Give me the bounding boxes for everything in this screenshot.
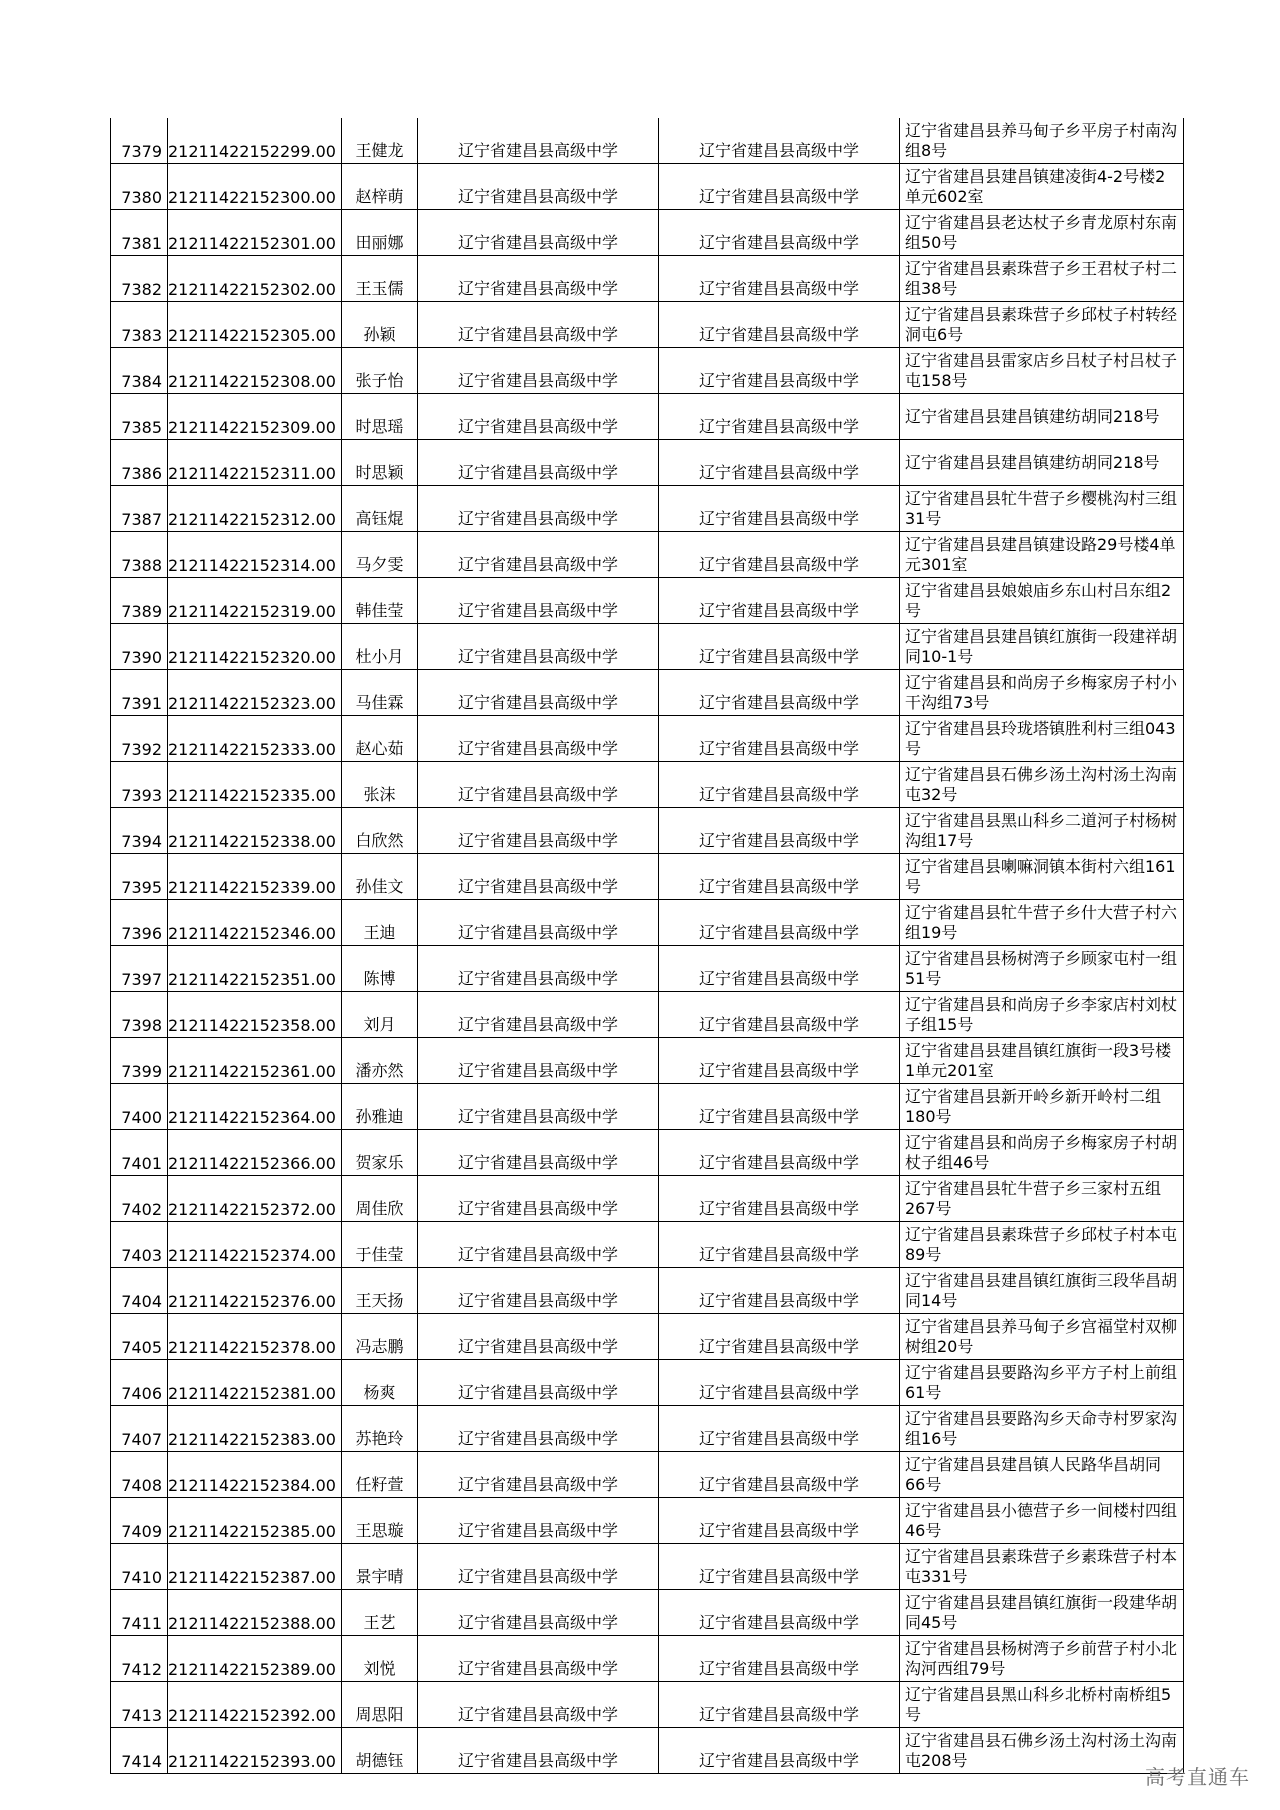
student-name-cell: 高钰焜: [341, 486, 417, 532]
student-name-cell: 王迪: [341, 900, 417, 946]
student-name-cell: 周佳欣: [341, 1176, 417, 1222]
exam-id-cell: 21211422152346.00: [168, 900, 342, 946]
table-row: [111, 1268, 1184, 1314]
graduating-school-cell: 辽宁省建昌县高级中学: [417, 946, 658, 992]
home-address-cell: 辽宁省建昌县和尚房子乡李家店村刘杖子组15号: [899, 992, 1183, 1038]
admitting-school-cell: 辽宁省建昌县高级中学: [658, 486, 899, 532]
graduating-school-cell: 辽宁省建昌县高级中学: [417, 1222, 658, 1268]
exam-id-cell: 21211422152364.00: [168, 1084, 342, 1130]
graduating-school-cell: 辽宁省建昌县高级中学: [417, 164, 658, 210]
graduating-school-cell: 辽宁省建昌县高级中学: [417, 808, 658, 854]
serial-number-cell: 7383: [111, 302, 168, 348]
serial-number-cell: 7380: [111, 164, 168, 210]
home-address-cell: 辽宁省建昌县建昌镇红旗街一段建华胡同45号: [899, 1590, 1183, 1636]
table-row: [111, 1590, 1184, 1636]
graduating-school-cell: 辽宁省建昌县高级中学: [417, 762, 658, 808]
exam-id-cell: 21211422152311.00: [168, 440, 342, 486]
admitting-school-cell: 辽宁省建昌县高级中学: [658, 1222, 899, 1268]
student-name-cell: 孙雅迪: [341, 1084, 417, 1130]
serial-number-cell: 7394: [111, 808, 168, 854]
serial-number-cell: 7413: [111, 1682, 168, 1728]
serial-number-cell: 7404: [111, 1268, 168, 1314]
serial-number-cell: 7396: [111, 900, 168, 946]
student-name-cell: 陈博: [341, 946, 417, 992]
admitting-school-cell: 辽宁省建昌县高级中学: [658, 348, 899, 394]
serial-number-cell: 7407: [111, 1406, 168, 1452]
serial-number-cell: 7381: [111, 210, 168, 256]
student-name-cell: 田丽娜: [341, 210, 417, 256]
home-address-cell: 辽宁省建昌县建昌镇建纺胡同218号: [899, 394, 1183, 440]
exam-id-cell: 21211422152381.00: [168, 1360, 342, 1406]
student-name-cell: 胡德钰: [341, 1728, 417, 1774]
exam-id-cell: 21211422152366.00: [168, 1130, 342, 1176]
table-row: [111, 1084, 1184, 1130]
admitting-school-cell: 辽宁省建昌县高级中学: [658, 164, 899, 210]
admitting-school-cell: 辽宁省建昌县高级中学: [658, 716, 899, 762]
table-row: [111, 1544, 1184, 1590]
admitting-school-cell: 辽宁省建昌县高级中学: [658, 302, 899, 348]
table-row: [111, 670, 1184, 716]
table-row: [111, 1498, 1184, 1544]
graduating-school-cell: 辽宁省建昌县高级中学: [417, 900, 658, 946]
home-address-cell: 辽宁省建昌县和尚房子乡梅家房子村小干沟组73号: [899, 670, 1183, 716]
admitting-school-cell: 辽宁省建昌县高级中学: [658, 762, 899, 808]
home-address-cell: 辽宁省建昌县黑山科乡北桥村南桥组5号: [899, 1682, 1183, 1728]
table-row: [111, 1728, 1184, 1774]
home-address-cell: 辽宁省建昌县牤牛营子乡樱桃沟村三组31号: [899, 486, 1183, 532]
student-name-cell: 王健龙: [341, 118, 417, 164]
exam-id-cell: 21211422152302.00: [168, 256, 342, 302]
home-address-cell: 辽宁省建昌县建昌镇建凌街4-2号楼2单元602室: [899, 164, 1183, 210]
admitting-school-cell: 辽宁省建昌县高级中学: [658, 992, 899, 1038]
table-row: [111, 1636, 1184, 1682]
serial-number-cell: 7386: [111, 440, 168, 486]
graduating-school-cell: 辽宁省建昌县高级中学: [417, 1682, 658, 1728]
home-address-cell: 辽宁省建昌县杨树湾子乡顾家屯村一组51号: [899, 946, 1183, 992]
admitting-school-cell: 辽宁省建昌县高级中学: [658, 1360, 899, 1406]
student-name-cell: 马佳霖: [341, 670, 417, 716]
home-address-cell: 辽宁省建昌县黑山科乡二道河子村杨树沟组17号: [899, 808, 1183, 854]
serial-number-cell: 7414: [111, 1728, 168, 1774]
admitting-school-cell: 辽宁省建昌县高级中学: [658, 210, 899, 256]
student-name-cell: 时思瑶: [341, 394, 417, 440]
graduating-school-cell: 辽宁省建昌县高级中学: [417, 1360, 658, 1406]
table-body: [111, 118, 1184, 1774]
graduating-school-cell: 辽宁省建昌县高级中学: [417, 1728, 658, 1774]
admitting-school-cell: 辽宁省建昌县高级中学: [658, 1498, 899, 1544]
graduating-school-cell: 辽宁省建昌县高级中学: [417, 118, 658, 164]
admitting-school-cell: 辽宁省建昌县高级中学: [658, 946, 899, 992]
table-row: [111, 1130, 1184, 1176]
home-address-cell: 辽宁省建昌县养马甸子乡平房子村南沟组8号: [899, 118, 1183, 164]
student-name-cell: 苏艳玲: [341, 1406, 417, 1452]
home-address-cell: 辽宁省建昌县牤牛营子乡什大营子村六组19号: [899, 900, 1183, 946]
student-name-cell: 杜小月: [341, 624, 417, 670]
table-row: [111, 210, 1184, 256]
serial-number-cell: 7412: [111, 1636, 168, 1682]
exam-id-cell: 21211422152305.00: [168, 302, 342, 348]
student-name-cell: 贺家乐: [341, 1130, 417, 1176]
exam-id-cell: 21211422152335.00: [168, 762, 342, 808]
graduating-school-cell: 辽宁省建昌县高级中学: [417, 992, 658, 1038]
admitting-school-cell: 辽宁省建昌县高级中学: [658, 1176, 899, 1222]
student-name-cell: 王艺: [341, 1590, 417, 1636]
student-name-cell: 刘月: [341, 992, 417, 1038]
admitting-school-cell: 辽宁省建昌县高级中学: [658, 1038, 899, 1084]
admitting-school-cell: 辽宁省建昌县高级中学: [658, 1130, 899, 1176]
table-row: [111, 118, 1184, 164]
graduating-school-cell: 辽宁省建昌县高级中学: [417, 1544, 658, 1590]
home-address-cell: 辽宁省建昌县喇嘛洞镇本街村六组161号: [899, 854, 1183, 900]
serial-number-cell: 7387: [111, 486, 168, 532]
home-address-cell: 辽宁省建昌县牤牛营子乡三家村五组267号: [899, 1176, 1183, 1222]
student-name-cell: 景宇晴: [341, 1544, 417, 1590]
serial-number-cell: 7410: [111, 1544, 168, 1590]
serial-number-cell: 7406: [111, 1360, 168, 1406]
student-name-cell: 张子怡: [341, 348, 417, 394]
graduating-school-cell: 辽宁省建昌县高级中学: [417, 1038, 658, 1084]
exam-id-cell: 21211422152378.00: [168, 1314, 342, 1360]
exam-id-cell: 21211422152358.00: [168, 992, 342, 1038]
admitting-school-cell: 辽宁省建昌县高级中学: [658, 1682, 899, 1728]
student-name-cell: 于佳莹: [341, 1222, 417, 1268]
graduating-school-cell: 辽宁省建昌县高级中学: [417, 532, 658, 578]
student-name-cell: 赵梓萌: [341, 164, 417, 210]
home-address-cell: 辽宁省建昌县建昌镇人民路华昌胡同66号: [899, 1452, 1183, 1498]
home-address-cell: 辽宁省建昌县玲珑塔镇胜利村三组043号: [899, 716, 1183, 762]
student-name-cell: 王思璇: [341, 1498, 417, 1544]
table-row: [111, 394, 1184, 440]
student-name-cell: 时思颖: [341, 440, 417, 486]
graduating-school-cell: 辽宁省建昌县高级中学: [417, 1084, 658, 1130]
graduating-school-cell: 辽宁省建昌县高级中学: [417, 348, 658, 394]
exam-id-cell: 21211422152384.00: [168, 1452, 342, 1498]
serial-number-cell: 7408: [111, 1452, 168, 1498]
table-row: [111, 992, 1184, 1038]
exam-id-cell: 21211422152387.00: [168, 1544, 342, 1590]
student-name-cell: 任籽萱: [341, 1452, 417, 1498]
home-address-cell: 辽宁省建昌县老达杖子乡青龙原村东南组50号: [899, 210, 1183, 256]
exam-id-cell: 21211422152372.00: [168, 1176, 342, 1222]
exam-id-cell: 21211422152301.00: [168, 210, 342, 256]
table-row: [111, 808, 1184, 854]
admitting-school-cell: 辽宁省建昌县高级中学: [658, 1268, 899, 1314]
exam-id-cell: 21211422152339.00: [168, 854, 342, 900]
exam-id-cell: 21211422152361.00: [168, 1038, 342, 1084]
admitting-school-cell: 辽宁省建昌县高级中学: [658, 1544, 899, 1590]
student-name-cell: 冯志鹏: [341, 1314, 417, 1360]
exam-id-cell: 21211422152374.00: [168, 1222, 342, 1268]
student-name-cell: 王玉儒: [341, 256, 417, 302]
table-row: [111, 256, 1184, 302]
exam-id-cell: 21211422152351.00: [168, 946, 342, 992]
admitting-school-cell: 辽宁省建昌县高级中学: [658, 1636, 899, 1682]
table-row: [111, 1406, 1184, 1452]
serial-number-cell: 7402: [111, 1176, 168, 1222]
graduating-school-cell: 辽宁省建昌县高级中学: [417, 486, 658, 532]
table-row: [111, 348, 1184, 394]
home-address-cell: 辽宁省建昌县素珠营子乡素珠营子村本屯331号: [899, 1544, 1183, 1590]
student-name-cell: 刘悦: [341, 1636, 417, 1682]
serial-number-cell: 7391: [111, 670, 168, 716]
serial-number-cell: 7409: [111, 1498, 168, 1544]
graduating-school-cell: 辽宁省建昌县高级中学: [417, 440, 658, 486]
serial-number-cell: 7379: [111, 118, 168, 164]
student-name-cell: 孙颖: [341, 302, 417, 348]
student-name-cell: 孙佳文: [341, 854, 417, 900]
exam-id-cell: 21211422152383.00: [168, 1406, 342, 1452]
table-row: [111, 302, 1184, 348]
serial-number-cell: 7405: [111, 1314, 168, 1360]
exam-id-cell: 21211422152389.00: [168, 1636, 342, 1682]
student-name-cell: 马夕雯: [341, 532, 417, 578]
serial-number-cell: 7403: [111, 1222, 168, 1268]
home-address-cell: 辽宁省建昌县和尚房子乡梅家房子村胡杖子组46号: [899, 1130, 1183, 1176]
graduating-school-cell: 辽宁省建昌县高级中学: [417, 1498, 658, 1544]
graduating-school-cell: 辽宁省建昌县高级中学: [417, 1452, 658, 1498]
exam-id-cell: 21211422152312.00: [168, 486, 342, 532]
graduating-school-cell: 辽宁省建昌县高级中学: [417, 256, 658, 302]
home-address-cell: 辽宁省建昌县建昌镇红旗街三段华昌胡同14号: [899, 1268, 1183, 1314]
exam-id-cell: 21211422152320.00: [168, 624, 342, 670]
graduating-school-cell: 辽宁省建昌县高级中学: [417, 624, 658, 670]
graduating-school-cell: 辽宁省建昌县高级中学: [417, 716, 658, 762]
table-row: [111, 532, 1184, 578]
exam-id-cell: 21211422152314.00: [168, 532, 342, 578]
serial-number-cell: 7384: [111, 348, 168, 394]
admitting-school-cell: 辽宁省建昌县高级中学: [658, 1314, 899, 1360]
table-row: [111, 1176, 1184, 1222]
serial-number-cell: 7390: [111, 624, 168, 670]
admitting-school-cell: 辽宁省建昌县高级中学: [658, 440, 899, 486]
admitting-school-cell: 辽宁省建昌县高级中学: [658, 1406, 899, 1452]
home-address-cell: 辽宁省建昌县雷家店乡吕杖子村吕杖子屯158号: [899, 348, 1183, 394]
graduating-school-cell: 辽宁省建昌县高级中学: [417, 670, 658, 716]
serial-number-cell: 7397: [111, 946, 168, 992]
home-address-cell: 辽宁省建昌县小德营子乡一间楼村四组46号: [899, 1498, 1183, 1544]
admitting-school-cell: 辽宁省建昌县高级中学: [658, 854, 899, 900]
exam-id-cell: 21211422152333.00: [168, 716, 342, 762]
home-address-cell: 辽宁省建昌县要路沟乡平方子村上前组61号: [899, 1360, 1183, 1406]
graduating-school-cell: 辽宁省建昌县高级中学: [417, 210, 658, 256]
admitting-school-cell: 辽宁省建昌县高级中学: [658, 624, 899, 670]
serial-number-cell: 7388: [111, 532, 168, 578]
student-name-cell: 周思阳: [341, 1682, 417, 1728]
home-address-cell: 辽宁省建昌县建昌镇红旗街一段3号楼1单元201室: [899, 1038, 1183, 1084]
graduating-school-cell: 辽宁省建昌县高级中学: [417, 302, 658, 348]
table-row: [111, 854, 1184, 900]
graduating-school-cell: 辽宁省建昌县高级中学: [417, 854, 658, 900]
exam-id-cell: 21211422152323.00: [168, 670, 342, 716]
exam-id-cell: 21211422152300.00: [168, 164, 342, 210]
student-name-cell: 白欣然: [341, 808, 417, 854]
serial-number-cell: 7411: [111, 1590, 168, 1636]
admitting-school-cell: 辽宁省建昌县高级中学: [658, 1452, 899, 1498]
home-address-cell: 辽宁省建昌县新开岭乡新开岭村二组180号: [899, 1084, 1183, 1130]
table-row: [111, 578, 1184, 624]
table-row: [111, 1314, 1184, 1360]
exam-id-cell: 21211422152299.00: [168, 118, 342, 164]
admitting-school-cell: 辽宁省建昌县高级中学: [658, 532, 899, 578]
home-address-cell: 辽宁省建昌县素珠营子乡邱杖子村本屯89号: [899, 1222, 1183, 1268]
exam-id-cell: 21211422152308.00: [168, 348, 342, 394]
graduating-school-cell: 辽宁省建昌县高级中学: [417, 578, 658, 624]
graduating-school-cell: 辽宁省建昌县高级中学: [417, 1636, 658, 1682]
admitting-school-cell: 辽宁省建昌县高级中学: [658, 1590, 899, 1636]
table-row: [111, 440, 1184, 486]
graduating-school-cell: 辽宁省建昌县高级中学: [417, 1268, 658, 1314]
home-address-cell: 辽宁省建昌县建昌镇建设路29号楼4单元301室: [899, 532, 1183, 578]
serial-number-cell: 7400: [111, 1084, 168, 1130]
graduating-school-cell: 辽宁省建昌县高级中学: [417, 1314, 658, 1360]
serial-number-cell: 7389: [111, 578, 168, 624]
table-row: [111, 164, 1184, 210]
student-table: [110, 118, 1184, 1774]
home-address-cell: 辽宁省建昌县石佛乡汤土沟村汤土沟南屯208号: [899, 1728, 1183, 1774]
admitting-school-cell: 辽宁省建昌县高级中学: [658, 900, 899, 946]
watermark-text: 高考直通车: [1145, 1765, 1250, 1789]
exam-id-cell: 21211422152388.00: [168, 1590, 342, 1636]
home-address-cell: 辽宁省建昌县素珠营子乡王君杖子村二组38号: [899, 256, 1183, 302]
student-name-cell: 王天扬: [341, 1268, 417, 1314]
serial-number-cell: 7393: [111, 762, 168, 808]
table-row: [111, 1360, 1184, 1406]
student-name-cell: 赵心茹: [341, 716, 417, 762]
student-name-cell: 韩佳莹: [341, 578, 417, 624]
table-row: [111, 1222, 1184, 1268]
exam-id-cell: 21211422152309.00: [168, 394, 342, 440]
student-name-cell: 杨爽: [341, 1360, 417, 1406]
home-address-cell: 辽宁省建昌县杨树湾子乡前营子村小北沟河西组79号: [899, 1636, 1183, 1682]
table-row: [111, 716, 1184, 762]
admitting-school-cell: 辽宁省建昌县高级中学: [658, 670, 899, 716]
serial-number-cell: 7382: [111, 256, 168, 302]
graduating-school-cell: 辽宁省建昌县高级中学: [417, 1406, 658, 1452]
admitting-school-cell: 辽宁省建昌县高级中学: [658, 1728, 899, 1774]
home-address-cell: 辽宁省建昌县要路沟乡天命寺村罗家沟组16号: [899, 1406, 1183, 1452]
table-row: [111, 1682, 1184, 1728]
table-row: [111, 946, 1184, 992]
serial-number-cell: 7385: [111, 394, 168, 440]
table-row: [111, 1038, 1184, 1084]
exam-id-cell: 21211422152385.00: [168, 1498, 342, 1544]
admitting-school-cell: 辽宁省建昌县高级中学: [658, 394, 899, 440]
graduating-school-cell: 辽宁省建昌县高级中学: [417, 1176, 658, 1222]
student-name-cell: 张沫: [341, 762, 417, 808]
admitting-school-cell: 辽宁省建昌县高级中学: [658, 1084, 899, 1130]
table-row: [111, 624, 1184, 670]
serial-number-cell: 7398: [111, 992, 168, 1038]
serial-number-cell: 7399: [111, 1038, 168, 1084]
home-address-cell: 辽宁省建昌县石佛乡汤土沟村汤土沟南屯32号: [899, 762, 1183, 808]
exam-id-cell: 21211422152338.00: [168, 808, 342, 854]
home-address-cell: 辽宁省建昌县娘娘庙乡东山村吕东组2号: [899, 578, 1183, 624]
serial-number-cell: 7401: [111, 1130, 168, 1176]
table-row: [111, 486, 1184, 532]
home-address-cell: 辽宁省建昌县建昌镇红旗街一段建祥胡同10-1号: [899, 624, 1183, 670]
graduating-school-cell: 辽宁省建昌县高级中学: [417, 394, 658, 440]
graduating-school-cell: 辽宁省建昌县高级中学: [417, 1590, 658, 1636]
admitting-school-cell: 辽宁省建昌县高级中学: [658, 118, 899, 164]
graduating-school-cell: 辽宁省建昌县高级中学: [417, 1130, 658, 1176]
table-row: [111, 1452, 1184, 1498]
exam-id-cell: 21211422152392.00: [168, 1682, 342, 1728]
exam-id-cell: 21211422152376.00: [168, 1268, 342, 1314]
exam-id-cell: 21211422152393.00: [168, 1728, 342, 1774]
serial-number-cell: 7392: [111, 716, 168, 762]
serial-number-cell: 7395: [111, 854, 168, 900]
student-name-cell: 潘亦然: [341, 1038, 417, 1084]
admitting-school-cell: 辽宁省建昌县高级中学: [658, 578, 899, 624]
home-address-cell: 辽宁省建昌县养马甸子乡宫福堂村双柳树组20号: [899, 1314, 1183, 1360]
home-address-cell: 辽宁省建昌县素珠营子乡邱杖子村转经洞屯6号: [899, 302, 1183, 348]
exam-id-cell: 21211422152319.00: [168, 578, 342, 624]
home-address-cell: 辽宁省建昌县建昌镇建纺胡同218号: [899, 440, 1183, 486]
admitting-school-cell: 辽宁省建昌县高级中学: [658, 256, 899, 302]
table-row: [111, 900, 1184, 946]
table-row: [111, 762, 1184, 808]
admitting-school-cell: 辽宁省建昌县高级中学: [658, 808, 899, 854]
